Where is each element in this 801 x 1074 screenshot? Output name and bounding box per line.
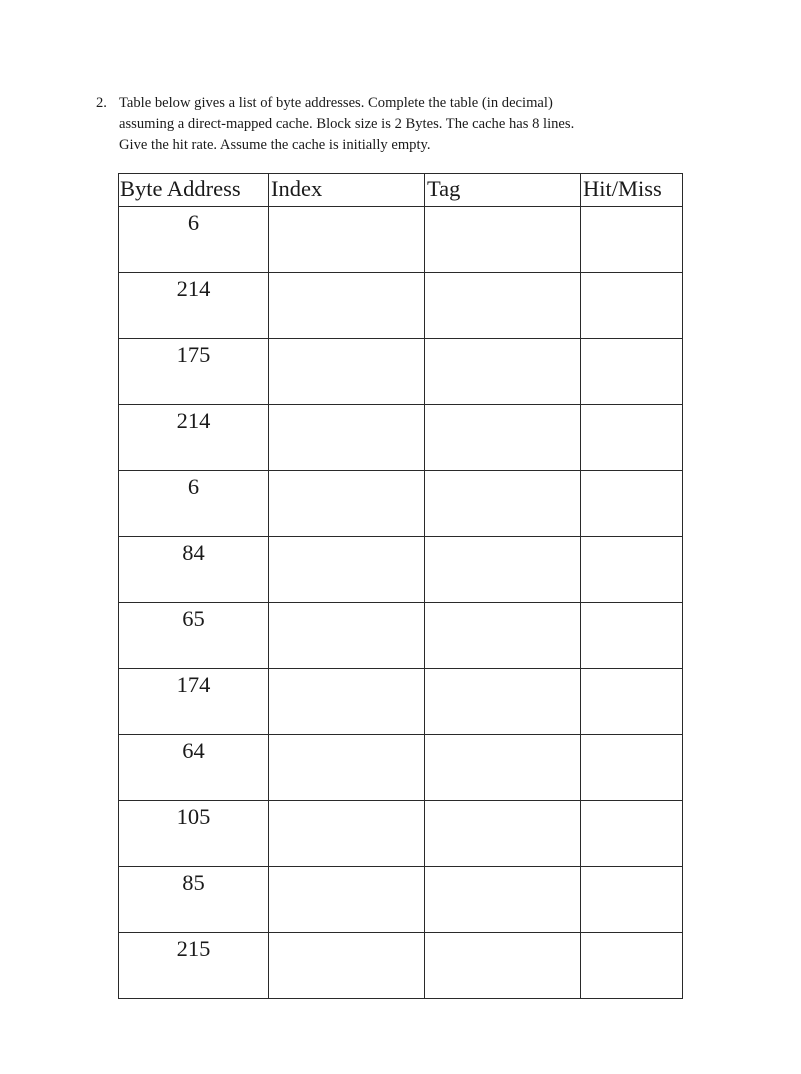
- hit-miss-cell[interactable]: [581, 801, 683, 867]
- hit-miss-cell[interactable]: [581, 339, 683, 405]
- table-row: [119, 273, 683, 339]
- hit-miss-cell[interactable]: [581, 405, 683, 471]
- byte-address-cell: 214: [119, 273, 269, 339]
- table-row: [119, 801, 683, 867]
- cache-table: [118, 173, 683, 999]
- index-cell[interactable]: [269, 933, 425, 999]
- question-number: 2.: [96, 95, 107, 111]
- table-row: [119, 537, 683, 603]
- table-row: [119, 207, 683, 273]
- index-cell[interactable]: [269, 735, 425, 801]
- byte-address-cell: 85: [119, 867, 269, 933]
- hit-miss-cell[interactable]: [581, 735, 683, 801]
- hit-miss-cell[interactable]: [581, 867, 683, 933]
- index-cell[interactable]: [269, 603, 425, 669]
- byte-address-cell: 64: [119, 735, 269, 801]
- tag-cell[interactable]: [425, 339, 581, 405]
- index-cell[interactable]: [269, 273, 425, 339]
- table-row: [119, 669, 683, 735]
- tag-cell[interactable]: [425, 801, 581, 867]
- byte-address-cell: 84: [119, 537, 269, 603]
- byte-address-cell: 175: [119, 339, 269, 405]
- index-cell[interactable]: [269, 405, 425, 471]
- header-tag: Tag: [425, 174, 581, 207]
- tag-cell[interactable]: [425, 537, 581, 603]
- tag-cell[interactable]: [425, 603, 581, 669]
- index-cell[interactable]: [269, 537, 425, 603]
- byte-address-cell: 65: [119, 603, 269, 669]
- table-row: [119, 933, 683, 999]
- index-cell[interactable]: [269, 867, 425, 933]
- question-line: Give the hit rate. Assume the cache is initially empty.: [119, 137, 431, 153]
- tag-cell[interactable]: [425, 405, 581, 471]
- header-index: Index: [269, 174, 425, 207]
- byte-address-cell: 105: [119, 801, 269, 867]
- hit-miss-cell[interactable]: [581, 273, 683, 339]
- hit-miss-cell[interactable]: [581, 537, 683, 603]
- tag-cell[interactable]: [425, 867, 581, 933]
- tag-cell[interactable]: [425, 735, 581, 801]
- question-line: Table below gives a list of byte addresses. Complete the table (in decimal): [119, 95, 553, 111]
- hit-miss-cell[interactable]: [581, 207, 683, 273]
- table-row: [119, 735, 683, 801]
- byte-address-cell: 174: [119, 669, 269, 735]
- hit-miss-cell[interactable]: [581, 933, 683, 999]
- index-cell[interactable]: [269, 471, 425, 537]
- tag-cell[interactable]: [425, 669, 581, 735]
- table-row: [119, 471, 683, 537]
- header-row: [119, 174, 683, 207]
- table-row: [119, 405, 683, 471]
- tag-cell[interactable]: [425, 273, 581, 339]
- question-line: assuming a direct-mapped cache. Block size is 2 Bytes. The cache has 8 lines.: [119, 116, 575, 132]
- byte-address-cell: 6: [119, 207, 269, 273]
- hit-miss-cell[interactable]: [581, 471, 683, 537]
- header-byte-address: Byte Address: [119, 174, 269, 207]
- hit-miss-cell[interactable]: [581, 669, 683, 735]
- question-text: [119, 93, 704, 156]
- tag-cell[interactable]: [425, 207, 581, 273]
- byte-address-cell: 6: [119, 471, 269, 537]
- byte-address-cell: 214: [119, 405, 269, 471]
- index-cell[interactable]: [269, 801, 425, 867]
- hit-miss-cell[interactable]: [581, 603, 683, 669]
- index-cell[interactable]: [269, 669, 425, 735]
- table-row: [119, 603, 683, 669]
- byte-address-cell: 215: [119, 933, 269, 999]
- header-hit-miss: Hit/Miss: [581, 174, 683, 207]
- table-row: [119, 867, 683, 933]
- table-row: [119, 339, 683, 405]
- tag-cell[interactable]: [425, 933, 581, 999]
- tag-cell[interactable]: [425, 471, 581, 537]
- index-cell[interactable]: [269, 207, 425, 273]
- index-cell[interactable]: [269, 339, 425, 405]
